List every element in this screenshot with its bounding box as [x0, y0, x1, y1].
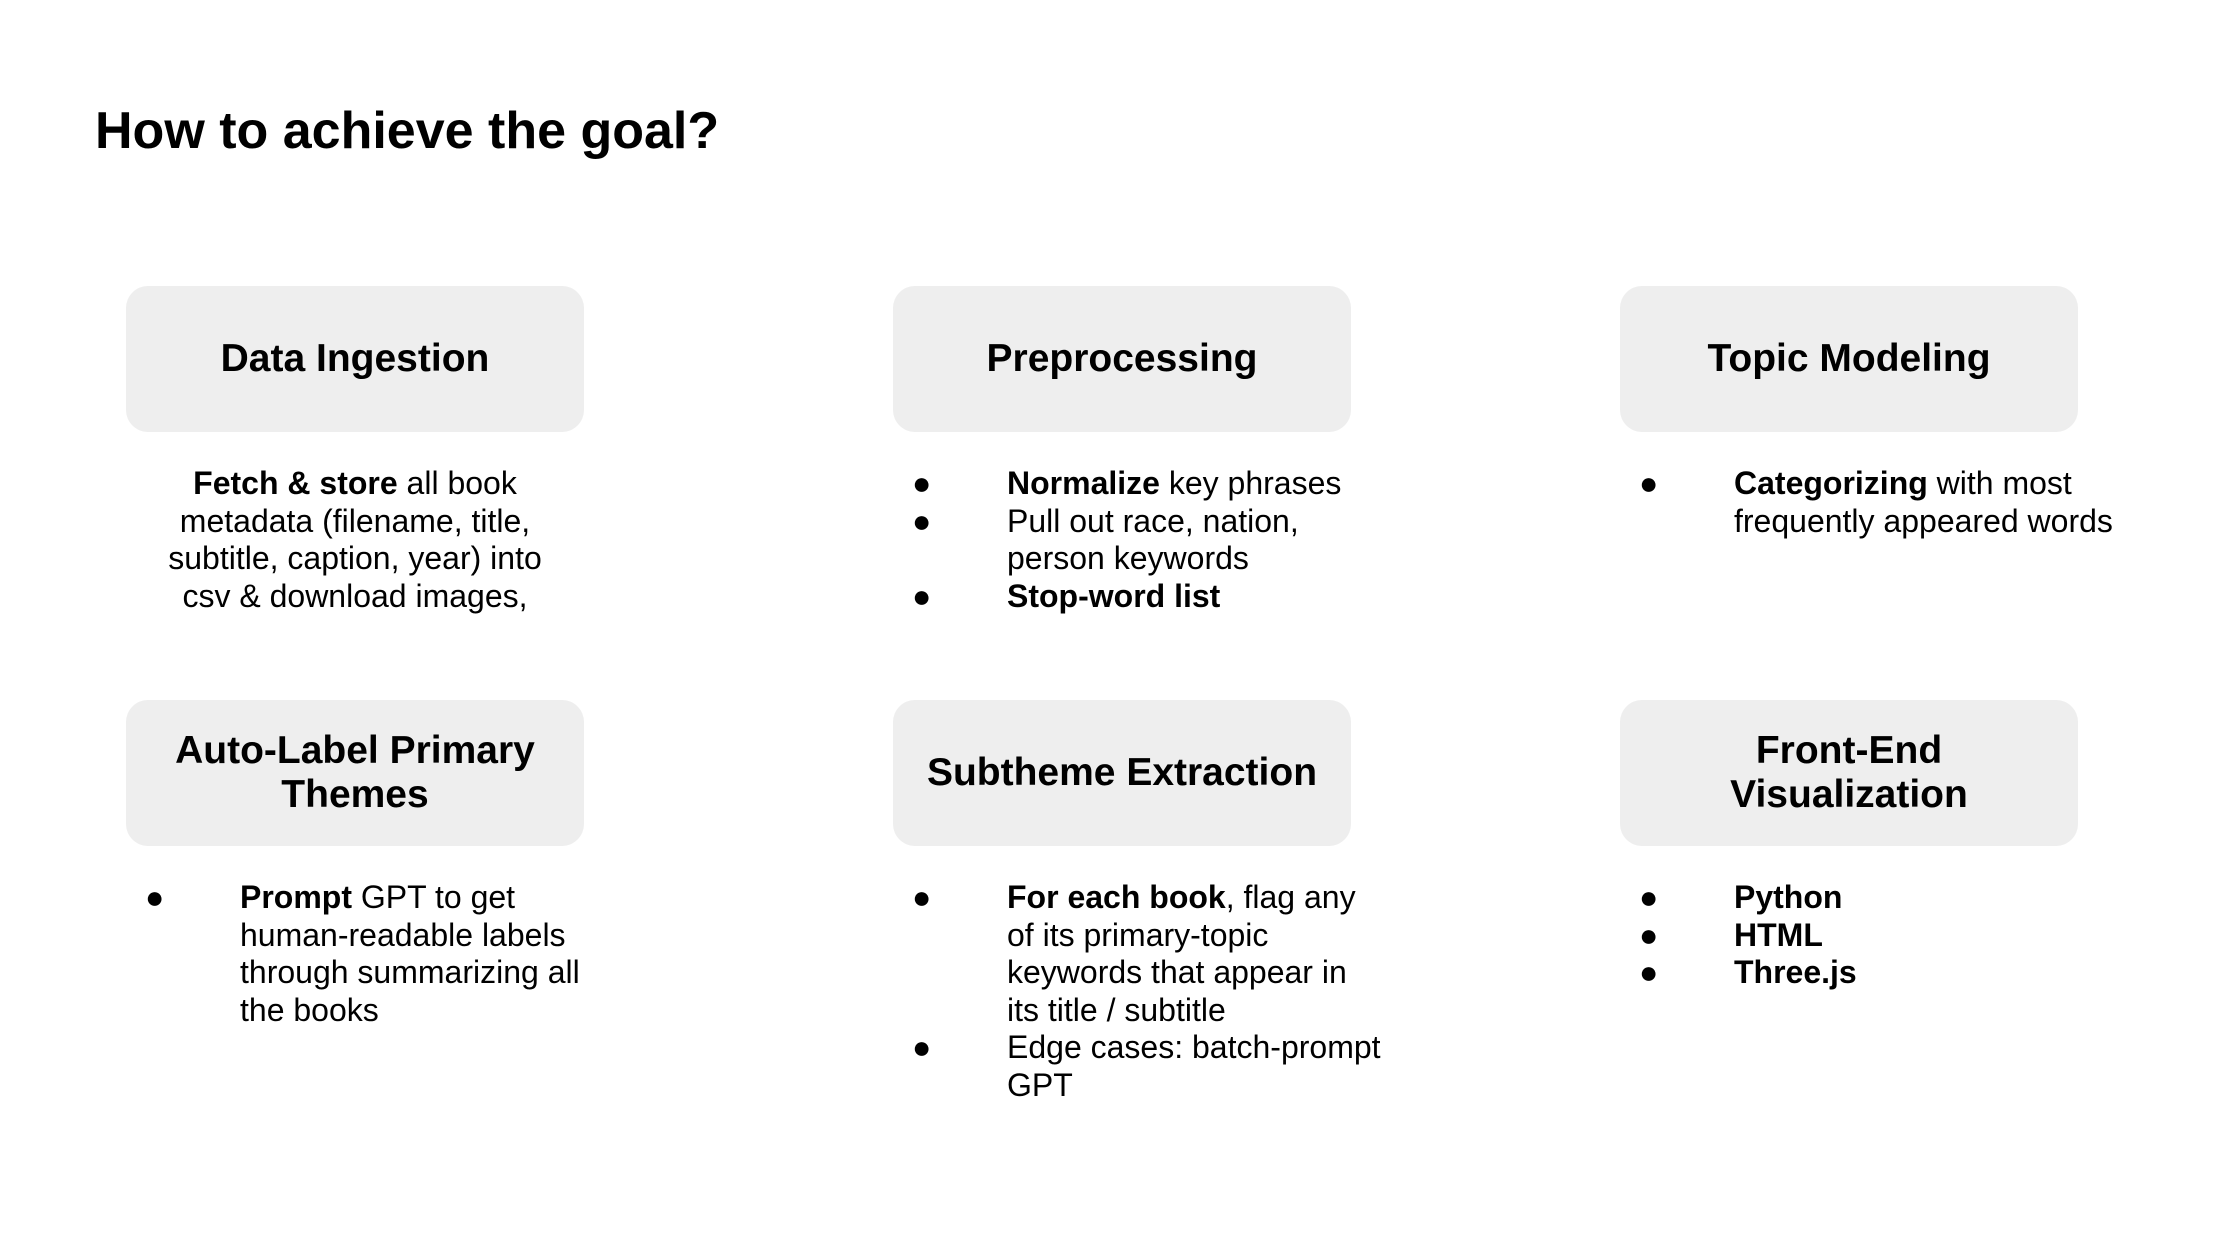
step-title: Subtheme Extraction	[926, 751, 1318, 794]
bullet-strong: For each book	[1007, 879, 1226, 915]
bullet-icon: ●	[912, 502, 932, 539]
bullet-strong: Python	[1734, 879, 1843, 915]
bullet-item	[145, 879, 615, 1029]
bullet-icon: ●	[912, 1029, 932, 1065]
bullet-item	[912, 879, 1382, 1029]
bullet-icon: ●	[1639, 465, 1659, 501]
bullet-text: with most frequently appeared words	[1734, 465, 2113, 539]
bullet-strong: Prompt	[240, 879, 352, 915]
description-strong: Fetch & store	[193, 465, 398, 501]
bullet-icon: ●	[145, 879, 165, 915]
step-title: Preprocessing	[986, 337, 1258, 380]
step-description-data-ingestion	[140, 465, 570, 615]
step-title: Topic Modeling	[1707, 337, 1991, 380]
step-card-front-end-visualization	[1620, 700, 2078, 846]
bullet-icon: ●	[1639, 879, 1659, 915]
step-title: Data Ingestion	[220, 337, 490, 380]
bullet-strong: Categorizing	[1734, 465, 1928, 501]
bullet-text: , flag any of its primary-topic keywords that appear in its title / subtitle	[1007, 879, 1356, 1028]
step-title: Auto-Label Primary Themes	[175, 729, 535, 816]
step-bullets-topic-modeling	[1639, 465, 2119, 540]
step-card-auto-label	[126, 700, 584, 846]
bullet-item	[1639, 465, 2119, 540]
step-card-data-ingestion	[126, 286, 584, 432]
bullet-icon: ●	[1639, 954, 1659, 990]
bullet-text: Pull out race, nation, person keywords	[1007, 502, 1299, 576]
step-card-topic-modeling	[1620, 286, 2078, 432]
bullet-strong: Normalize	[1007, 465, 1160, 501]
bullet-icon: ●	[912, 879, 932, 915]
step-bullets-subtheme-extraction	[912, 879, 1382, 1104]
bullet-strong: Stop-word list	[1007, 577, 1221, 614]
bullet-icon: ●	[912, 465, 932, 501]
step-title: Front-End Visualization	[1730, 729, 1968, 816]
bullet-item	[912, 578, 1382, 616]
step-bullets-front-end-visualization	[1639, 879, 2119, 992]
bullet-text: Edge cases: batch-prompt GPT	[1007, 1029, 1381, 1103]
step-bullets-preprocessing	[912, 465, 1382, 615]
bullet-item	[912, 465, 1382, 503]
bullet-item	[912, 1029, 1382, 1104]
bullet-icon: ●	[1639, 916, 1659, 953]
slide-title: How to achieve the goal?	[95, 102, 720, 160]
bullet-text: GPT to get human-readable labels through summarizing all the books	[240, 879, 580, 1028]
bullet-text: key phrases	[1159, 465, 1342, 501]
bullet-item	[1639, 879, 2119, 917]
bullet-item	[1639, 954, 2119, 992]
step-card-preprocessing	[893, 286, 1351, 432]
bullet-item	[1639, 917, 2119, 955]
bullet-strong: Three.js	[1734, 954, 1857, 990]
bullet-icon: ●	[912, 577, 932, 614]
step-bullets-auto-label	[145, 879, 615, 1029]
step-card-subtheme-extraction	[893, 700, 1351, 846]
bullet-strong: HTML	[1734, 916, 1823, 953]
bullet-item	[912, 503, 1382, 578]
description-text: all book metadata (filename, title, subtitle, caption, year) into csv & download images,	[168, 465, 542, 614]
